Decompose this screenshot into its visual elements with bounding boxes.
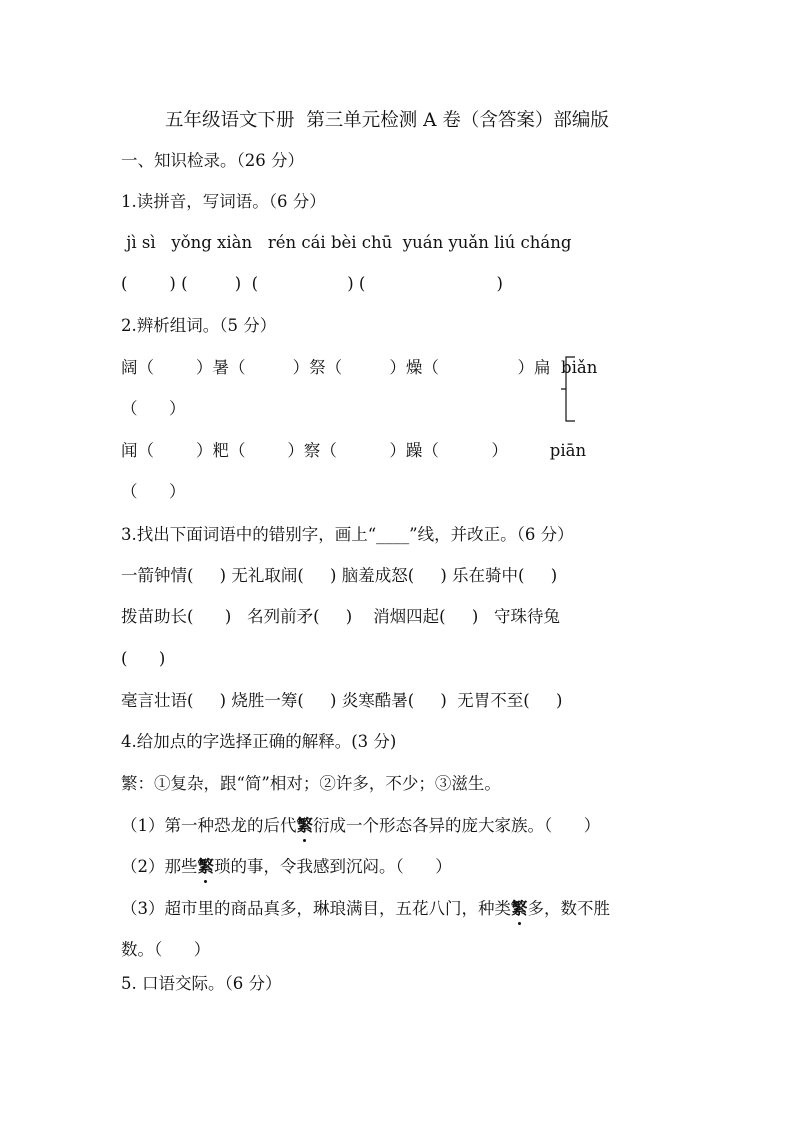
question-3-row-2-continued: ( ) bbox=[121, 649, 166, 668]
sentence-text: 琐的事，令我感到沉闷。（ ） bbox=[214, 857, 452, 876]
question-2-row-1-continued: （ ） bbox=[121, 399, 186, 418]
question-1-pinyin: jì sì yǒng xiàn rén cái bèi chū yuán yuǎn liú cháng bbox=[121, 233, 572, 252]
question-2-row-2-continued: （ ） bbox=[121, 482, 186, 501]
question-4-sentence-2 bbox=[121, 856, 452, 878]
question-2-row-1: 阔（ ）暑（ ）祭（ ）燥（ ）扁 biǎn bbox=[121, 358, 598, 377]
question-4-heading: 4.给加点的字选择正确的解释。(3 分) bbox=[121, 732, 397, 751]
question-5-heading: 5. 口语交际。（6 分） bbox=[121, 974, 282, 993]
dotted-character: 繁 bbox=[197, 857, 214, 876]
page-title: 五年级语文下册 第三单元检测 A 卷（含答案）部编版 bbox=[165, 110, 609, 131]
bracket-icon bbox=[560, 356, 576, 422]
section-heading: 一、知识检录。（26 分） bbox=[121, 151, 304, 170]
question-1-answer-blanks: ( ) ( ) ( ) ( ) bbox=[121, 274, 503, 293]
question-3-row-3: 毫言壮语( ) 烧胜一筹( ) 炎寒酷暑( ) 无胃不至( ) bbox=[121, 691, 563, 710]
sentence-text: （2）那些 bbox=[121, 857, 198, 876]
question-2-heading: 2.辨析组词。（5 分） bbox=[121, 316, 277, 335]
sentence-text: （3）超市里的商品真多，琳琅满目，五花八门，种类 bbox=[121, 899, 511, 918]
question-4-sentence-3-continued: 数。（ ） bbox=[121, 940, 211, 959]
sentence-text: （1）第一种恐龙的后代 bbox=[121, 816, 297, 835]
dotted-character: 繁 bbox=[296, 816, 313, 835]
dotted-character: 繁 bbox=[511, 899, 528, 918]
question-2-row-2: 闻（ ）粑（ ）察（ ）躁（ ） piān bbox=[121, 441, 587, 460]
question-3-row-1: 一箭钟情( ) 无礼取闹( ) 脑羞成怒( ) 乐在骑中( ) bbox=[121, 566, 558, 585]
sentence-text: 多，数不胜 bbox=[527, 899, 610, 918]
question-4-definition: 繁：①复杂，跟“简”相对；②许多，不少；③滋生。 bbox=[121, 774, 501, 793]
question-1-heading: 1.读拼音，写词语。（6 分） bbox=[121, 192, 326, 211]
question-4-sentence-1 bbox=[121, 815, 600, 837]
question-3-heading: 3.找出下面词语中的错别字，画上“____”线，并改正。（6 分） bbox=[121, 525, 574, 544]
question-3-row-2: 拨苗助长( ) 名列前矛( ) 消烟四起( ) 守珠待兔 bbox=[121, 607, 560, 626]
question-4-sentence-3 bbox=[121, 898, 610, 920]
sentence-text: 衍成一个形态各异的庞大家族。（ ） bbox=[313, 816, 601, 835]
